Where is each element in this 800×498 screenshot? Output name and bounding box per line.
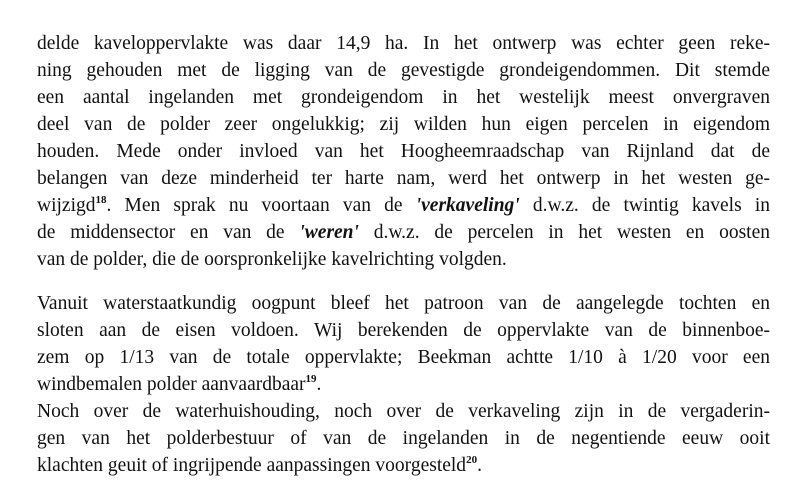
text-run: . Men sprak nu voortaan van de [106,195,416,216]
text-run: klachten geuit of ingrijpende aanpassingen voorgesteld [37,455,467,476]
emphasized-term-verkaveling: 'verkaveling' [415,195,520,216]
emphasized-term-weren: 'weren' [299,222,359,243]
footnote-marker-18: 18 [95,194,107,206]
text-run: d.w.z. de twintig kavels in [519,195,770,216]
text-line [37,452,770,480]
footnote-marker-19: 19 [305,373,317,385]
text-line: deel van de polder zeer ongelukkig; zij wilden hun eigen percelen in eigendom [37,114,770,135]
text-line: sloten aan de eisen voldoen. Wij berekenden de oppervlakte van de binnenboe- [37,320,770,341]
text-line [37,192,770,220]
text-run: . [316,374,322,395]
text-run: wijzigd [37,195,96,216]
text-line [37,219,770,247]
footnote-marker-20: 20 [466,454,478,466]
text-run: de middensector en van de [37,222,300,243]
text-line: een aantal ingelanden met grondeigendom in het westelijk meest onvergraven [37,87,770,108]
text-line: zem op 1/13 van de totale oppervlakte; Beekman achtte 1/10 à 1/20 voor een [37,347,770,368]
text-line: gen van het polderbestuur of van de ingelanden in de negentiende eeuw ooit [37,428,770,449]
text-line: Noch over de waterhuishouding, noch over de verkaveling zijn in de vergaderin- [37,401,770,422]
text-line: Vanuit waterstaatkundig oogpunt bleef het patroon van de aangelegde tochten en [37,293,770,314]
text-line [37,371,770,399]
text-line: houden. Mede onder invloed van het Hoogheemraadschap van Rijnland dat de [37,141,770,162]
text-line: van de polder, die de oorspronkelijke kavelrichting volgden. [37,249,507,270]
text-line: ning gehouden met de ligging van de gevestigde grondeigendommen. Dit stemde [37,60,770,81]
text-line: belangen van deze minderheid ter harte nam, werd het ontwerp in het westen ge- [37,168,770,189]
text-run: . [477,455,482,476]
text-run: windbemalen polder aanvaardbaar [37,374,306,395]
text-run: d.w.z. de percelen in het westen en oosten [358,222,770,243]
text-line: delde kaveloppervlakte was daar 14,9 ha. In het ontwerp was echter geen reke- [37,33,770,54]
